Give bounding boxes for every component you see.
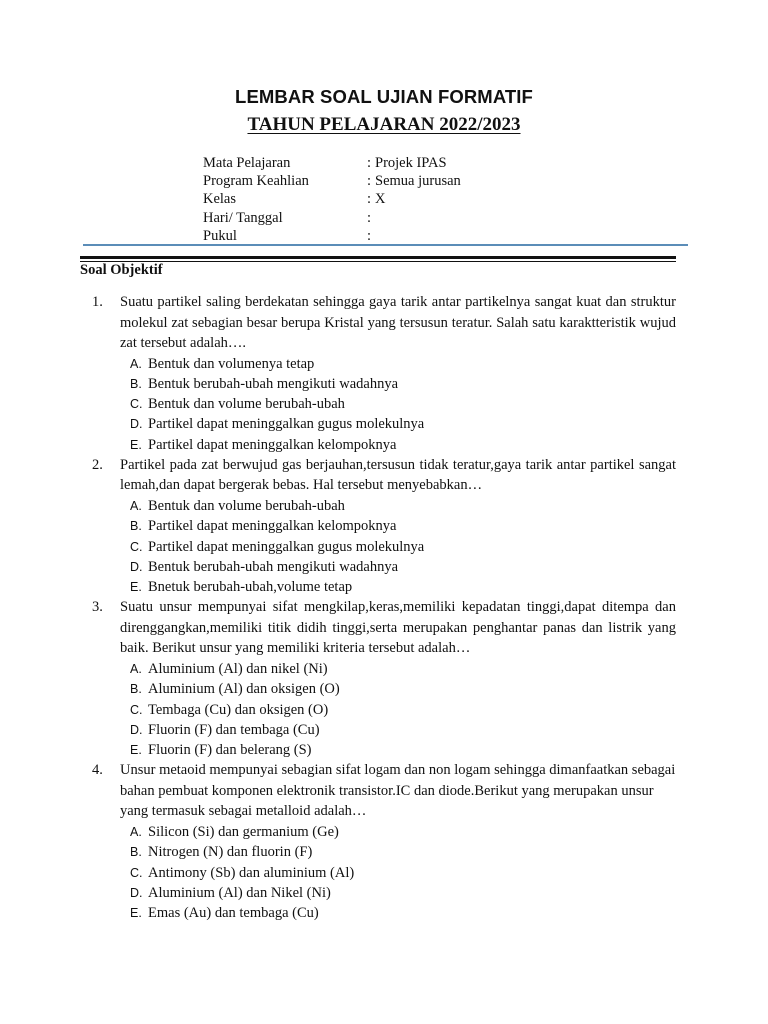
option-e [130,740,676,760]
question-text: Suatu unsur mempunyai sifat mengkilap,keras,memiliki kepadatan tinggi,dapat ditempa dan direnggangkan,memiliki titik didih tinggi,serta merupakan penghantar panas dan listrik yang baik. Berikut unsur yang memiliki kriteria tersebut adalah… [120,599,676,657]
option-c [130,700,676,720]
option-c [130,863,676,883]
option-letter: A. [130,824,142,839]
option-letter: E. [130,580,142,595]
question [92,760,676,923]
option-text: Partikel dapat meninggalkan gugus molekulnya [148,416,425,433]
option-d [130,414,676,434]
question-text: Partikel pada zat berwujud gas berjauhan,tersusun tidak teratur,gaya tarik antar partikel sangat lemah,dan dapat bergerak bebas. Hal tersebut menyebabkan… [120,456,676,494]
info-label: Kelas [203,191,237,208]
page-subtitle: TAHUN PELAJARAN 2022/2023 [247,114,521,135]
info-label: Mata Pelajaran [203,155,291,171]
option-b [130,516,676,536]
option-d [130,720,676,740]
option-letter: A. [130,661,142,676]
question [92,455,676,597]
option-letter: A. [130,356,142,371]
option-a [130,354,676,374]
option-list [130,354,676,455]
question-list [92,292,676,923]
option-letter: B. [130,376,142,391]
option-text: Bentuk dan volumenya tetap [148,355,315,372]
option-b [130,842,676,862]
option-letter: D. [130,885,143,900]
question [92,597,676,760]
info-colon: : [367,191,372,208]
option-text: Bentuk berubah-ubah mengikuti wadahnya [148,558,399,575]
option-text: Aluminium (Al) dan Nikel (Ni) [148,884,331,901]
divider-line [80,261,676,262]
option-text: Partikel dapat meninggalkan kelompoknya [148,518,397,535]
question-number: 3. [92,599,103,616]
option-text: Partikel dapat meninggalkan gugus molekulnya [148,538,425,555]
option-d [130,883,676,903]
option-letter: E. [130,743,142,758]
question-number: 4. [92,762,103,779]
info-label: Pukul [203,227,237,244]
question-text: Unsur metaoid mempunyai sebagian sifat logam dan non logam sehingga dimanfaatkan sebagai bahan pembuat komponen elektronik transistor.IC dan diode.Berikut yang merupakan unsur yang termasuk sebagai metalloid adalah… [120,762,676,820]
question [92,292,676,455]
option-letter: E. [130,437,142,452]
option-text: Bentuk berubah-ubah mengikuti wadahnya [148,375,399,392]
info-colon: : [367,173,372,190]
option-text: Nitrogen (N) dan fluorin (F) [148,844,313,861]
option-e [130,577,676,597]
option-text: Bentuk dan volume berubah-ubah [148,396,345,413]
option-letter: E. [130,906,142,921]
option-e [130,435,676,455]
option-a [130,822,676,842]
option-letter: D. [130,559,143,574]
info-value: Projek IPAS [375,155,447,171]
info-label: Program Keahlian [203,173,309,190]
option-c [130,394,676,414]
option-text: Fluorin (F) dan tembaga (Cu) [148,721,320,738]
option-a [130,496,676,516]
option-letter: C. [130,539,143,554]
option-b [130,374,676,394]
question-number: 2. [92,456,103,473]
page-title: LEMBAR SOAL UJIAN FORMATIF [235,86,533,107]
option-text: Bnetuk berubah-ubah,volume tetap [148,579,353,596]
option-list [130,822,676,923]
section-title: Soal Objektif [80,262,163,278]
option-letter: D. [130,722,143,737]
option-letter: B. [130,845,142,860]
option-letter: D. [130,417,143,432]
option-c [130,537,676,557]
info-colon: : [367,209,372,226]
option-letter: B. [130,519,142,534]
option-d [130,557,676,577]
option-b [130,679,676,699]
option-text: Fluorin (F) dan belerang (S) [148,742,312,759]
question-number: 1. [92,294,103,310]
option-a [130,659,676,679]
option-list [130,659,676,760]
option-text: Antimony (Sb) dan aluminium (Al) [148,864,355,881]
question-text: Suatu partikel saling berdekatan sehingga gaya tarik antar partikelnya sangat kuat dan struktur molekul zat sebagian besar berupa Kristal yang tersusun teratur. Salah satu karaktteristik wujud zat tersebut adalah…. [120,294,676,351]
option-text: Partikel dapat meninggalkan kelompoknya [148,436,397,453]
option-text: Aluminium (Al) dan oksigen (O) [148,681,340,698]
option-letter: C. [130,397,143,412]
divider-line [80,256,676,259]
option-text: Tembaga (Cu) dan oksigen (O) [148,701,329,718]
info-colon: : [367,227,372,244]
option-letter: C. [130,702,143,717]
option-letter: A. [130,498,142,513]
option-text: Bentuk dan volume berubah-ubah [148,497,345,514]
option-text: Emas (Au) dan tembaga (Cu) [148,905,319,922]
option-text: Aluminium (Al) dan nikel (Ni) [148,660,328,677]
option-letter: B. [130,682,142,697]
option-e [130,903,676,923]
info-label: Hari/ Tanggal [203,209,283,226]
option-list [130,496,676,597]
divider-line [83,244,688,246]
option-text: Silicon (Si) dan germanium (Ge) [148,823,339,840]
option-letter: C. [130,865,143,880]
info-colon: : [367,155,372,171]
info-value: Semua jurusan [375,173,461,190]
info-value: X [375,191,386,208]
